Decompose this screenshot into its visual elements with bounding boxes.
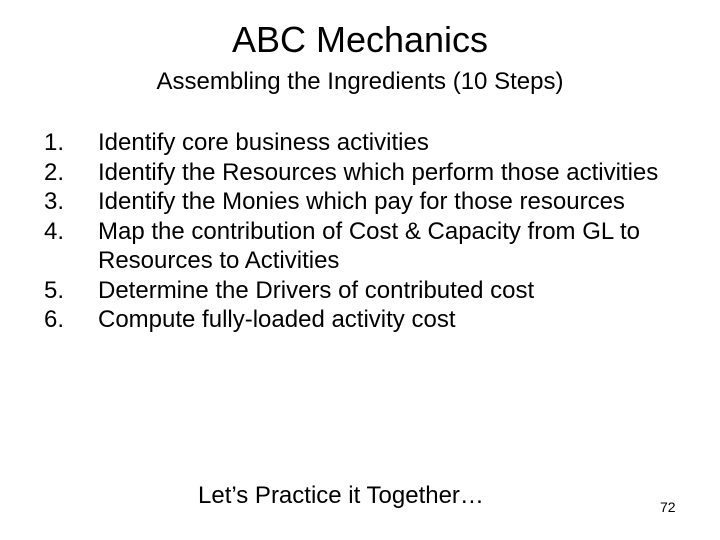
step-number: 1.: [44, 129, 65, 156]
step-number: 2.: [44, 158, 65, 186]
slide-title: ABC Mechanics: [231, 19, 489, 60]
step-text: Map the contribution of Cost & Capacity from GL to Resources to Activities: [98, 217, 641, 274]
step-item: [44, 305, 684, 335]
step-item: [44, 128, 684, 158]
page-number: 72: [660, 499, 676, 515]
step-number: 6.: [44, 306, 65, 333]
step-number: 4.: [44, 217, 65, 245]
step-text: Identify core business activities: [98, 129, 429, 156]
step-number: 5.: [44, 276, 65, 304]
step-text: Determine the Drivers of contributed cost: [98, 276, 535, 304]
steps-list: [44, 128, 684, 335]
step-text: Identify the Monies which pay for those resources: [98, 188, 625, 215]
step-item: [44, 187, 684, 217]
step-text: Compute fully-loaded activity cost: [98, 306, 456, 333]
step-item: [44, 158, 684, 188]
step-item: [44, 276, 684, 306]
step-item: [44, 217, 684, 276]
slide-subtitle: Assembling the Ingredients (10 Steps): [156, 68, 564, 95]
step-number: 3.: [44, 188, 65, 215]
practice-caption: Let’s Practice it Together…: [198, 482, 484, 509]
step-text: Identify the Resources which perform those activities: [98, 158, 659, 186]
